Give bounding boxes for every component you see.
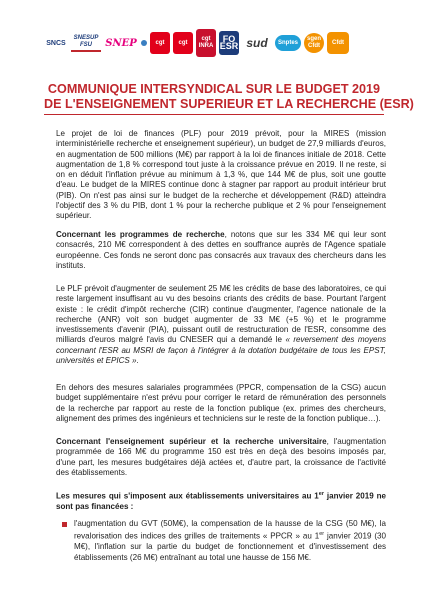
snptes-logo: Snptes [275, 35, 301, 51]
heading-text: Les mesures qui s'imposent aux établissements universitaires au 1 [56, 491, 319, 501]
measures-heading [56, 489, 386, 512]
paragraph-text: , notons que sur les 334 M€ qui leur sont consacrés, 210 M€ correspondent à des dettes en souffrance auprès de l'Agence spatiale européenne. Ces fonds ne seront donc pas consacrés aux travaux des chercheurs dans les instituts. [56, 230, 386, 270]
paragraph-research-programs [56, 230, 386, 271]
cgt-ferc-logo: cgt [173, 32, 193, 54]
sncs-logo: SNCS [46, 39, 66, 47]
bullet-square-icon [62, 522, 67, 527]
title-line-2: DE L'ENSEIGNEMENT SUPERIEUR ET LA RECHERCHE (ESR) [44, 97, 414, 111]
paragraph-text-end: . [136, 356, 139, 366]
decorative-dot-icon [141, 40, 147, 46]
cgt-inra-logo: cgt INRA [196, 29, 216, 57]
document-title [44, 82, 414, 115]
snesup-logo: SNESUP FSU [71, 34, 101, 52]
paragraph-salary-measures: En dehors des mesures salariales programmées (PPCR, compensation de la CSG) aucun budget supplémentaire n'est prévu pour corriger le retard de rémunération des personnels de la recherche par rapport au reste de la fonction publique (ex. primes des chercheurs, alignement des primes des ingénieurs et techniciens sur le reste de la fonction publique…). [56, 383, 386, 423]
ordinal-sup: er [319, 531, 325, 538]
paragraph-lead: Concernant l'enseignement supérieur et la recherche universitaire [56, 437, 327, 446]
item-text: l'augmentation du GVT (50M€), la compensation de la hausse de la CSG (50 M€), la revalorisation des indices des grilles de traitements « PPCR » au 1 [74, 519, 386, 541]
snep-logo: SNEP [105, 37, 137, 49]
sgen-cfdt-logo: sgen Cfdt [304, 33, 324, 53]
item-text-end: janvier 2019 (30 M€), l'inflation sur la partie du budget de fonctionnement et d'investissement des établissements (26 M€) entraînant au total une hausse de 156 M€. [74, 531, 386, 562]
cgt-logo: cgt [150, 32, 170, 54]
sud-logo: sud [246, 35, 268, 50]
logo-bar [44, 26, 384, 60]
cfdt-logo: Cfdt [327, 32, 349, 54]
fo-esr-logo: FO ESR [219, 31, 239, 55]
list-item-text [74, 519, 386, 563]
ordinal-sup: er [318, 491, 324, 497]
paragraph-lead: Concernant les programmes de recherche [56, 230, 225, 239]
paragraph-lab-credits [56, 284, 386, 366]
paragraph-higher-education [56, 437, 386, 478]
title-line-1: COMMUNIQUE INTERSYNDICAL SUR LE BUDGET 2019 [47, 82, 381, 96]
paragraph-text: , l'augmentation programmée de 166 M€ du programme 150 est très en deçà des besoins imposés par, d'une part, les mesures budgétaires déjà actées et, d'autre part, la croissance de l'activité des établissements. [56, 437, 387, 477]
cneser-quote: « reversement des moyens concernant l'ESR au MSRI de façon à l'intégrer à la dotation budgétaire de tous les EPST, universités et EPICS » [56, 335, 386, 366]
heading-text-end: janvier 2019 ne sont pas financées : [56, 491, 386, 511]
paragraph-mires-budget: Le projet de loi de finances (PLF) pour 2019 prévoit, pour la MIRES (mission interministérielle recherche et enseignement supérieur), un budget de 27,9 milliards d'euros, en augmentation de 500 millions (M€) par rapport à la loi de finances initiale de 2018. Cette augmentation de 1,8 % correspond tout juste à la croissance prévue en 2019. Il ne reste, si on en déduit l'inflation prévue au minimum à 1,3 %, que 144 M€ de plus, soit une goutte d'eau. Le budget de la MIRES continue donc à stagner par rapport au produit intérieur brut (PIB). On n'est pas ainsi sur le budget de la recherche et développement (R&D) atteindra l'objectif des 3 % du PIB, dont 1 % pour la recherche publique et 2 % pour l'enseignement supérieur. [56, 129, 386, 221]
paragraph-text: Le PLF prévoit d'augmenter de seulement 25 M€ les crédits de base des laboratoires, ce qui reste largement insuffisant au vu des besoins criants des crédits de base. Pourtant l'argent existe : le crédit d'impôt recherche (CIR) continue d'augmenter, l'agence nationale de la recherche (ANR) voit son budget augmenter de 33 M€ (+5 %) et le programme investissements d'avenir (PIA), puissant outil de restructuration de l'ESR, consomme des milliards d'euros malgré l'avis du CNESER qui a demandé le [56, 284, 386, 345]
